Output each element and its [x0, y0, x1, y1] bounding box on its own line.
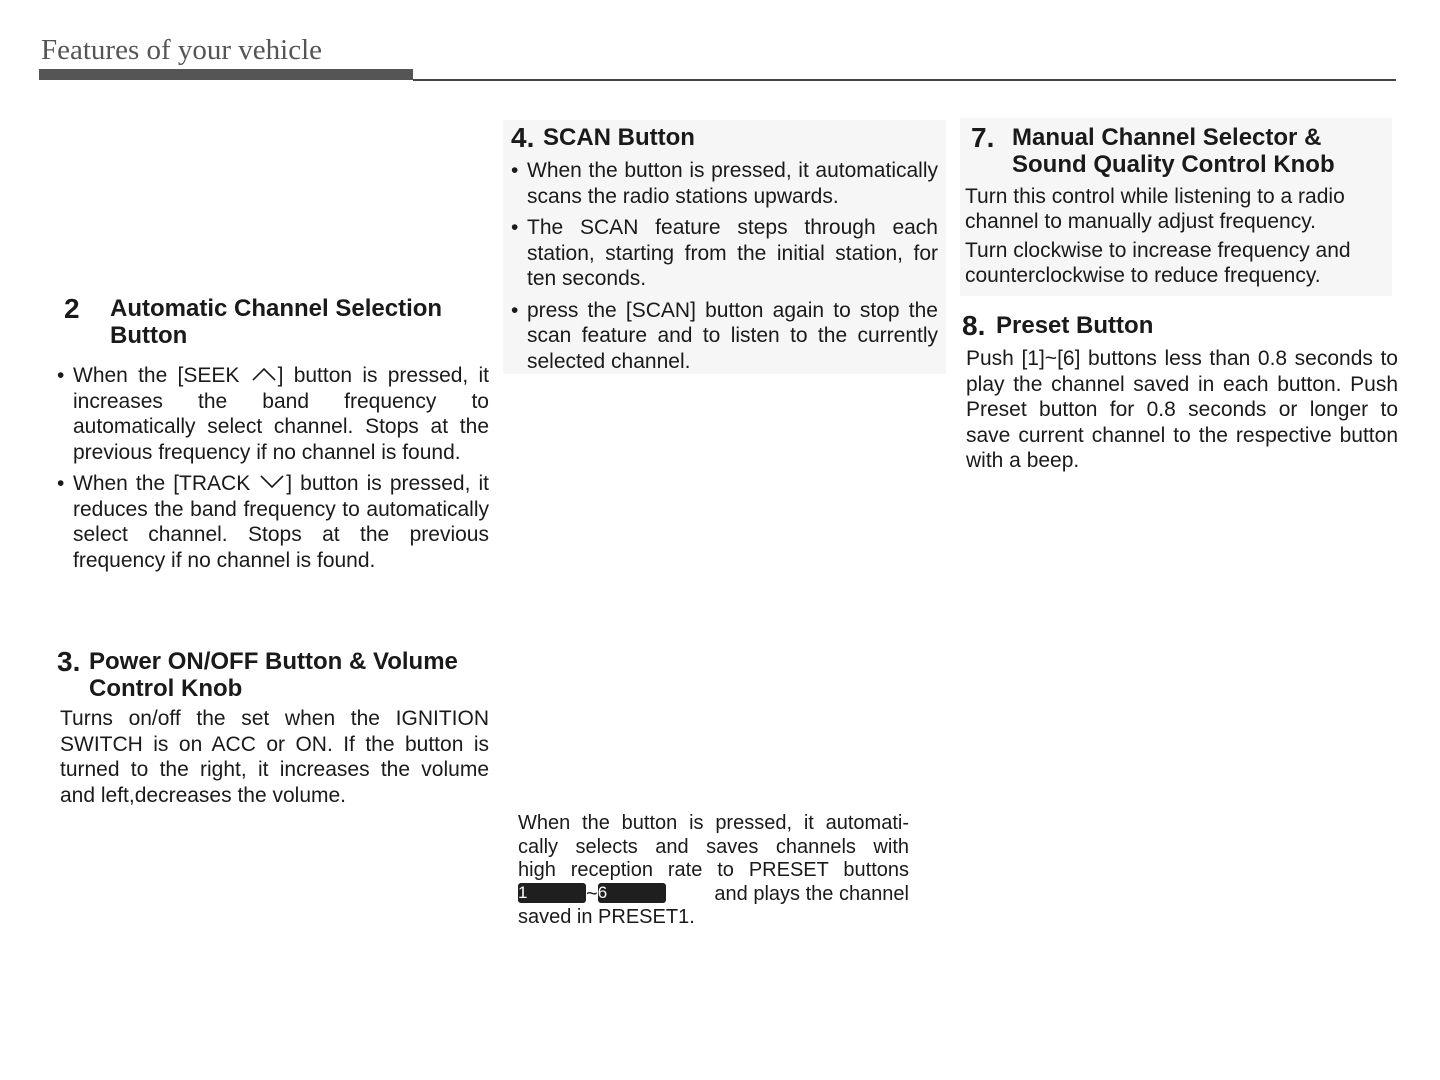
bullet-list	[57, 363, 489, 573]
section-title: SCAN Button	[543, 124, 695, 151]
section-paragraph: Turn this control while listening to a radio channel to manually adjust frequency.	[965, 185, 1345, 233]
note-line: cally selects and saves channels with	[518, 835, 909, 858]
section-title-line: Control Knob	[89, 675, 243, 702]
bullet-text: When the [SEEK	[73, 364, 250, 387]
list-item: • When the button is pressed, it automatically scans the radio stations upwards.	[511, 158, 938, 209]
bullet-list	[511, 158, 938, 374]
section-title	[89, 648, 458, 702]
section-title-line: Manual Channel Selector &	[1012, 124, 1322, 151]
note-line	[518, 883, 909, 907]
section-title-line: Automatic Channel Selection	[110, 295, 443, 322]
section-power-volume	[57, 648, 489, 812]
preset-key-6: 6	[598, 883, 666, 903]
section-title	[1012, 124, 1335, 178]
note-line: saved in PRESET1.	[518, 906, 695, 929]
section-title	[110, 295, 442, 349]
section-number: 2	[64, 293, 80, 324]
section-title-line: Power ON/OFF Button & Volume	[89, 648, 458, 675]
bullet-text: ] button is pressed, it reduces the band frequency to automatically select channel. Stops at the previous frequency if no channel is found.	[73, 472, 489, 572]
section-paragraph: Turn clockwise to increase frequency and counterclockwise to reduce frequency.	[965, 239, 1351, 287]
section-heading	[57, 295, 489, 349]
section-body: Push [1]~[6] buttons less than 0.8 seconds to play the channel saved in each button. Push Preset button for 0.8 seconds or longer to save current channel to the respective button with a beep.	[966, 347, 1398, 472]
bullet-text: ] button is pressed, it increases the band frequency to automatically select channel. Stops at the previous frequency if no channel is found.	[73, 364, 489, 464]
list-item: • The SCAN feature steps through each station, starting from the initial station, for ten seconds.	[511, 215, 938, 292]
chevron-up-icon	[251, 366, 277, 382]
section-heading	[511, 124, 938, 152]
note-line: high reception rate to PRESET buttons	[518, 859, 909, 882]
section-heading	[965, 124, 1388, 178]
page-header-title: Features of your vehicle	[41, 34, 323, 66]
section-heading	[962, 312, 1398, 340]
preset-scan-note	[518, 812, 909, 930]
section-number: 7.	[971, 122, 995, 153]
header-rule	[413, 79, 1396, 81]
header-accent-bar	[39, 69, 413, 80]
section-title-line: Button	[110, 322, 188, 349]
section-manual-channel-selector	[960, 118, 1392, 296]
section-number: 4.	[511, 122, 535, 153]
section-title: Preset Button	[996, 312, 1154, 339]
list-item	[57, 363, 489, 465]
section-automatic-channel-selection	[57, 295, 489, 579]
section-heading	[57, 648, 489, 702]
section-title-line: Sound Quality Control Knob	[1012, 151, 1335, 178]
chevron-down-icon	[259, 474, 285, 490]
note-text: and plays the channel	[714, 882, 909, 905]
section-body: Turns on/off the set when the IGNITION SWITCH is on ACC or ON. If the button is turned to the right, it increases the volume and left,decreases the volume.	[60, 707, 489, 807]
list-item: • press the [SCAN] button again to stop the scan feature and to listen to the currently selected channel.	[511, 298, 938, 375]
preset-key-range	[518, 883, 666, 907]
preset-key-1: 1	[518, 883, 586, 903]
section-preset-button	[962, 312, 1398, 478]
list-item	[57, 471, 489, 573]
section-scan-button	[503, 120, 946, 374]
section-number: 8.	[962, 310, 986, 341]
section-number: 3.	[57, 646, 81, 677]
bullet-text: When the [TRACK	[73, 472, 259, 495]
tilde: ~	[586, 882, 598, 905]
note-line: When the button is pressed, it automati-	[518, 812, 909, 834]
